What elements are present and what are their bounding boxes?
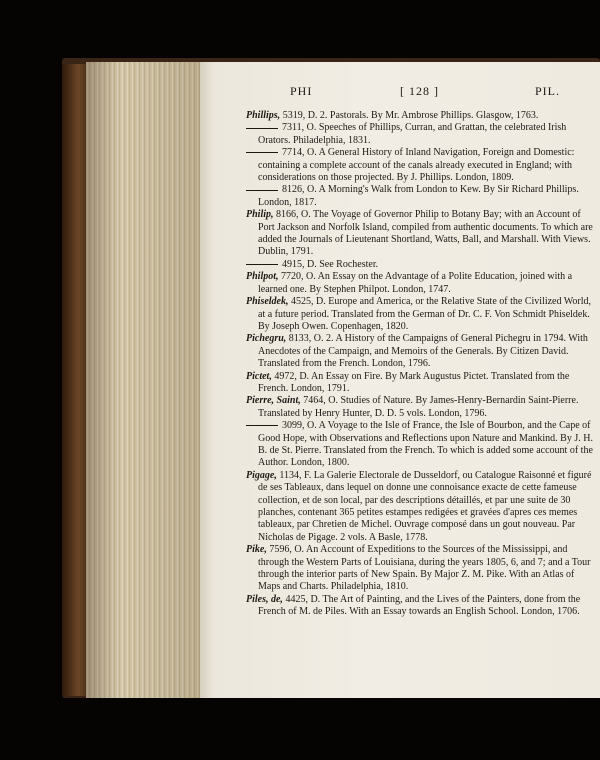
running-head	[290, 84, 560, 100]
catalogue-entry	[246, 271, 596, 296]
ditto-dash	[246, 152, 278, 153]
entry-text: 8126, O. A Morning's Walk from London to Kew. By Sir Richard Phillips. London, 1817.	[258, 184, 579, 208]
entry-author: Pierre, Saint,	[246, 395, 301, 407]
entry-text: 7720, O. An Essay on the Advantage of a Polite Education, joined with a learned one. By Stephen Philpot. London, 1747.	[258, 271, 573, 295]
entry-author: Pike,	[246, 544, 267, 556]
entry-text: 5319, D. 2. Pastorals. By Mr. Ambrose Phillips. Glasgow, 1763.	[280, 110, 539, 121]
entry-author: Pichegru,	[246, 333, 287, 345]
entry-text: 7714, O. A General History of Inland Navigation, Foreign and Domestic: containing a complete account of the canals already executed in England; with considerations on those projected. By J. Phillips. London, 1809.	[258, 147, 575, 184]
running-head-left: PHI	[290, 84, 313, 98]
catalogue-entry	[246, 296, 596, 333]
page-edges	[86, 62, 203, 698]
page-number: [ 128 ]	[400, 84, 439, 98]
catalogue-entry	[246, 371, 596, 396]
entry-text: 7311, O. Speeches of Phillips, Curran, and Grattan, the celebrated Irish Orators. Philadelphia, 1831.	[258, 122, 567, 146]
catalogue-entries	[246, 110, 596, 619]
catalogue-entry	[246, 333, 596, 370]
entry-author: Philip,	[246, 209, 274, 221]
catalogue-entry	[246, 420, 596, 470]
entry-text: 1134, F. La Galerie Electorale de Dusseldorf, ou Catalogue Raisonné et figuré de ses Tableaux, dans lequel on donne une connoisance exacte de cette fameuse collection, et de son local, par des descriptions détaillés, et par une suite de 30 planches, contenant 365 petites estampes redigées et gravées d'apres ces memes tableaux, par Chretien de Michel. Ouvrage composé dans un gout nouveau. Par Nicholas de Pigage. 2 vols. A Basle, 1778.	[258, 469, 592, 543]
ditto-dash	[246, 128, 278, 129]
catalogue-entry	[246, 147, 596, 184]
catalogue-entry	[246, 259, 596, 271]
catalogue-entry	[246, 122, 596, 147]
entry-author: Phiseldek,	[246, 296, 289, 308]
ditto-dash	[246, 190, 278, 191]
entry-author: Piles, de,	[246, 593, 283, 605]
catalogue-entry	[246, 544, 596, 594]
catalogue-page	[200, 62, 600, 698]
ditto-dash	[246, 425, 278, 426]
entry-text: 7596, O. An Account of Expeditions to the Sources of the Mississippi, and through the Western Parts of Louisiana, during the years 1805, 6, and 7; and a Tour through the interior parts of New Spain. By Major Z. M. Pike. With an Atlas of Maps and Charts. Philadelphia, 1810.	[258, 544, 591, 593]
catalogue-entry	[246, 209, 596, 259]
running-head-right: PIL.	[535, 84, 560, 98]
entry-text: 8166, O. The Voyage of Governor Philip to Botany Bay; with an Account of Port Jackson and Norfolk Island, compiled from authentic documents. To which are added the Journals of Lieutenant Shortland, Watts, Ball, and Marshall. With Views. Dublin, 1791.	[258, 209, 593, 258]
entry-text: 3099, O. A Voyage to the Isle of France, the Isle of Bourbon, and the Cape of Good Hope, with Observations and Reflections upon Nature and Mankind. By J. H. B. de St. Pierre. Translated from the French. To which is added some account of the Author. London, 1800.	[258, 420, 593, 469]
ditto-dash	[246, 264, 278, 265]
entry-text: 4525, D. Europe and America, or the Relative State of the Civilized World, at a future period. Translated from the German of Dr. C. F. Von Schmidt Phiseldek. By Joseph Owen. Copenhagen, 1820.	[258, 296, 592, 332]
entry-text: 4915, D. See Rochester.	[282, 258, 379, 270]
entry-author: Phillips,	[246, 110, 281, 121]
catalogue-entry	[246, 184, 596, 209]
catalogue-entry	[246, 470, 596, 544]
entry-text: 7464, O. Studies of Nature. By James-Henry-Bernardin Saint-Pierre. Translated by Henry Hunter, D. D. 5 vols. London, 1796.	[258, 395, 579, 419]
entry-text: 4972, D. An Essay on Fire. By Mark Augustus Pictet. Translated from the French. London, 1791.	[258, 370, 570, 394]
entry-text: 8133, O. 2. A History of the Campaigns of General Pichegru in 1794. With Anecdotes of the Campaign, and Memoirs of the Generals. By Citizen David. Translated from the French. London, 1796.	[258, 333, 588, 370]
entry-author: Pigage,	[246, 469, 277, 481]
entry-text: 4425, D. The Art of Painting, and the Lives of the Painters, done from the French of M. de Piles. With an Essay towards an English School. London, 1706.	[258, 593, 581, 618]
catalogue-entry	[246, 110, 596, 122]
entry-author: Pictet,	[246, 370, 272, 382]
catalogue-entry	[246, 594, 596, 619]
entry-author: Philpot,	[246, 271, 279, 283]
catalogue-entry	[246, 395, 596, 420]
